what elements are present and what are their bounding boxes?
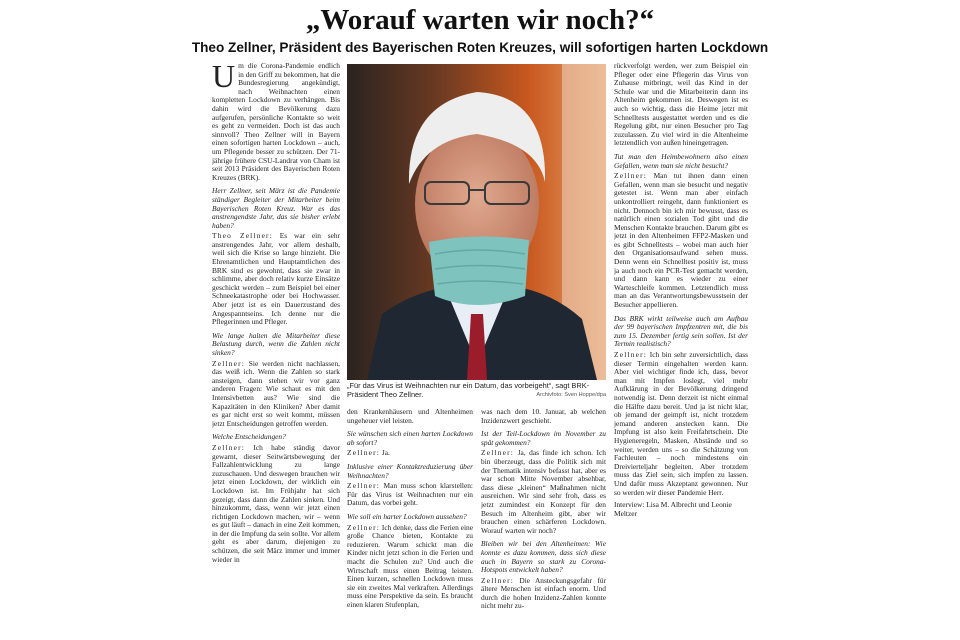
speaker-label: Zellner: [614, 350, 647, 359]
answer [347, 449, 473, 458]
paragraph: was nach dem 10. Januar, ab welchen Inzidenzwert geschieht. [481, 408, 606, 425]
question: Wie lange halten die Mitarbeiter diese Belastung durch, wenn die Zahlen nicht sinken? [212, 330, 340, 357]
intro-paragraph [212, 62, 340, 182]
question: Sie wünschen sich einen harten Lockdown ab sofort? [347, 429, 473, 447]
answer-text: Ich bin sehr zuversichtlich, dass dieser Termin eingehalten werden kann. Aber viel wichtiger finde ich, dass, bevor man mit Impfen loslegt, viel mehr Aufklärung in der Bevölkerung dringend notwendig ist. Denn derzeit ist nicht einmal die Hälfte dazu bereit. Und ja ist nicht klar, ob jemand der geimpft ist, nicht trotzdem jemand anderen anstecken kann. Die Impfung ist also kein Freifahrtschein. Die Hygieneregeln, Masken, Abstände und so weiter, werden uns – so die Schätzung von Fachleuten – noch mindestens ein Dreivierteljahr begleiten. Aber trotzdem muss das Ziel sein, sich impfen zu lassen. Und dafür muss Akzeptanz gewonnen. Nur so werden wir dieser Pandemie Herr. [614, 350, 748, 497]
answer [212, 360, 340, 429]
headline: „Worauf warten wir noch?“ [305, 4, 655, 36]
speaker-label: Zellner: [481, 575, 514, 585]
answer-text: Man tut ihnen dann einen Gefallen, wenn man sie besucht und negativ getestet ist. Wenn man aber einfach unkontrolliert reingeht, dann funktioniert es nicht. Dennoch bin ich mir bewusst, dass es natürlich einen sozialen Tod gibt und die Menschen Kontakte brauchen. Darum gibt es jetzt in den Altenheimen FFP2-Masken und es gibt Schnelltests – wobei man auch hier den Organisationsaufwand sehen muss. Denn wenn ein Schnelltest positiv ist, muss ja auch noch ein PCR-Test gemacht werden, und dann kann es wieder zu einer Warteschleife kommen. Letztendlich muss man an das Verantwortungsbewusstsein der Besucher appellieren. [614, 171, 748, 310]
answer-text: Ich habe ständig davor gewarnt, dieser Seitwärtsbewegung der Fallzahlentwicklung zu lange zuzuschauen. Und deswegen brauchen wir jetzt einen Lockdown, der wirklich ein Lockdown ist. Im Frühjahr hat sich gezeigt, dass dann die Zahlen sinken. Und hinzukommt, dass, wenn wir jetzt einen richtigen Lockdown machen, wir – wenn es gut läuft – danach in eine Zeit kommen, in der die Impfung da sein sollte. Vor allem geht es aber darum, diejenigen zu schützen, die seit März immer und immer wieder in [212, 442, 340, 564]
intro-text: m die Corona-Pandemie endlich in den Griff zu bekommen, hat die Bundesregierung angekündigt, nach Weihnachten einen kompletten Lockdown zu verhängen. Bis dahin wird die Bevölkerung dazu aufgerufen, persönliche Kontakte so weit es geht zu vermeiden. Doch ist das auch sinnvoll? Theo Zellner will in Bayern einen sofortigen harten Lockdown – auch, um Pflegende besser zu schützen. Der 71-jährige frühere CSU-Landrat von Cham ist seit 2013 Präsident des Bayerischen Roten Kreuzes (BRK). [212, 62, 340, 182]
question: Das BRK wirkt teilweise auch am Aufbau der 99 bayerischen Impfzentren mit, die bis zum 15. Dezember fertig sein sollen. Ist der Termin realistisch? [614, 313, 748, 349]
speaker-label: Zellner: [212, 442, 245, 452]
portrait-illustration [347, 64, 606, 380]
answer-text: Ja. [381, 448, 390, 458]
answer-text: Ich denke, dass die Ferien eine große Chance bieten, Kontakte zu reduzieren. Warum schickt man die Kinder nicht jetzt schon in die Ferien und macht die Schulen zu? Und auch die Wirtschaft muss einen Beitrag leisten. Einen kurzen, schnellen Lockdown muss sie ein zweites Mal verkraften. Allerdings muss eine Perspektive da sein. Es braucht einen klaren Stufenplan, [347, 522, 473, 609]
photo-caption: „Für das Virus ist Weihnachten nur ein Datum, das vorbeigeht“, sagt BRK-Präsident Theo Zellner. [347, 381, 590, 399]
speaker-label: Zellner: [614, 171, 647, 181]
answer [347, 524, 473, 610]
speaker-label: Zellner: [347, 448, 380, 458]
answer [614, 172, 748, 310]
portrait-photo [347, 64, 606, 380]
column-2 [347, 408, 473, 640]
speaker-label: Zellner: [481, 448, 514, 458]
question: Tut man den Heimbewohnern also einen Gefallen, wenn man sie nicht besucht? [614, 151, 748, 170]
column-3 [481, 408, 606, 640]
interview-credit: Interview: Lisa M. Albrecht und Leonie Meltzer [614, 500, 732, 518]
paragraph: den Krankenhäusern und Altenheimen ungeheuer viel leisten. [347, 408, 473, 425]
answer [347, 482, 473, 508]
answer-text: Die Ansteckungsgefahr für ältere Menschen ist einfach enorm. Und durch die hohen Inzidenz-Zahlen konnte nicht mehr zu- [481, 575, 606, 611]
speaker-label: Zellner: [212, 358, 245, 368]
speaker-label: Zellner: [347, 481, 380, 491]
answer-text: Ja, das finde ich schon. Ich bin überzeugt, dass die Politik sich mit der Thematik intensiv befasst hat, aber es war schon Mitte November absehbar, dass diese „kleinen“ Maßnahmen nicht ausreichen. Wir sind sehr froh, dass es jetzt zumindest ein Konzept für den Besuch im Altenheim gibt, aber wir brauchen einen schärferen Lockdown. Worauf warten wir noch? [481, 448, 606, 535]
speaker-label: Theo Zellner: [212, 231, 273, 241]
question: Welche Entscheidungen? [212, 432, 286, 442]
photo-caption-block [347, 382, 606, 400]
speaker-label: Zellner: [347, 522, 380, 532]
answer-text: Man muss schon klarstellen: Für das Virus ist Weihnachten nur ein Datum, das vorbei geht. [347, 481, 473, 508]
question: Bleiben wir bei den Altenheimen: Wie konnte es dazu kommen, dass sich diese auch in Bayern so stark zu Corona-Hotspots entwickelt haben? [481, 539, 606, 575]
column-4 [614, 62, 748, 640]
answer [481, 577, 606, 611]
answer [614, 351, 748, 497]
answer-text: Es war ein sehr anstrengendes Jahr, vor allem deshalb, weil sich die Krise so lange hinzieht. Die Ehrenamtlichen und Hauptamtlichen des BRK sind es gewohnt, dass sie zwar in schlimme, aber doch relativ kurze Einsätze geschickt werden – zum Beispiel bei einer Schneekatastrophe oder bei Hochwasser. Aber jetzt ist es ein Dauerzustand des Angespanntseins. Ich denne nur die Pflegerinnen und Pfleger. [212, 231, 340, 327]
answer [212, 232, 340, 327]
drop-cap: U [212, 62, 236, 94]
photo-credit: Archivfoto: Sven Hoppe/dpa [536, 392, 606, 398]
column-1 [212, 62, 340, 640]
question: Ist der Teil-Lockdown im November zu spät gekommen? [481, 429, 606, 447]
answer-text: Sie werden nicht nachlassen, das weiß ich. Wenn die Zahlen so stark ansteigen, dann stehen wir vor ganz anderen Fragen: Wie schaut es mit den Intensivbetten aus? Wie sind die Kapazitäten in den Kliniken? Aber damit es gar nicht erst so weit kommt, müssen jetzt Entscheidungen getroffen werden. [212, 358, 340, 428]
question: Herr Zellner, seit März ist die Pandemie ständiger Begleiter der Mitarbeiter beim Bayerischen Roten Kreuz. War es das anstrengendste Jahr, das sie bisher erlebt haben? [212, 186, 340, 230]
question: Inklusive einer Kontaktreduzierung über Weihnachten? [347, 461, 473, 480]
subheadline: Theo Zellner, Präsident des Bayerischen Roten Kreuzes, will sofortigen harten Lockdown [191, 40, 769, 55]
answer [481, 449, 606, 535]
question: Wie soll ein harter Lockdown aussehen? [347, 511, 467, 521]
answer [212, 444, 340, 564]
paragraph: rückverfolgt werden, wer zum Beispiel ein Pfleger oder eine Pflegerin das Virus von Zuhause mitbringt, weil das Kind in der Schule war und die Mitarbeiterin dann ins Altenheim gekommen ist. Deswegen ist es auch so wichtig, dass die Heime jetzt mit Schnelltests ausgestattet werden und es die Regelung gibt, nur einen Besucher pro Tag zuzulassen. Zu viel wird in die Altenheime letztendlich von außen hineingetragen. [614, 62, 748, 148]
